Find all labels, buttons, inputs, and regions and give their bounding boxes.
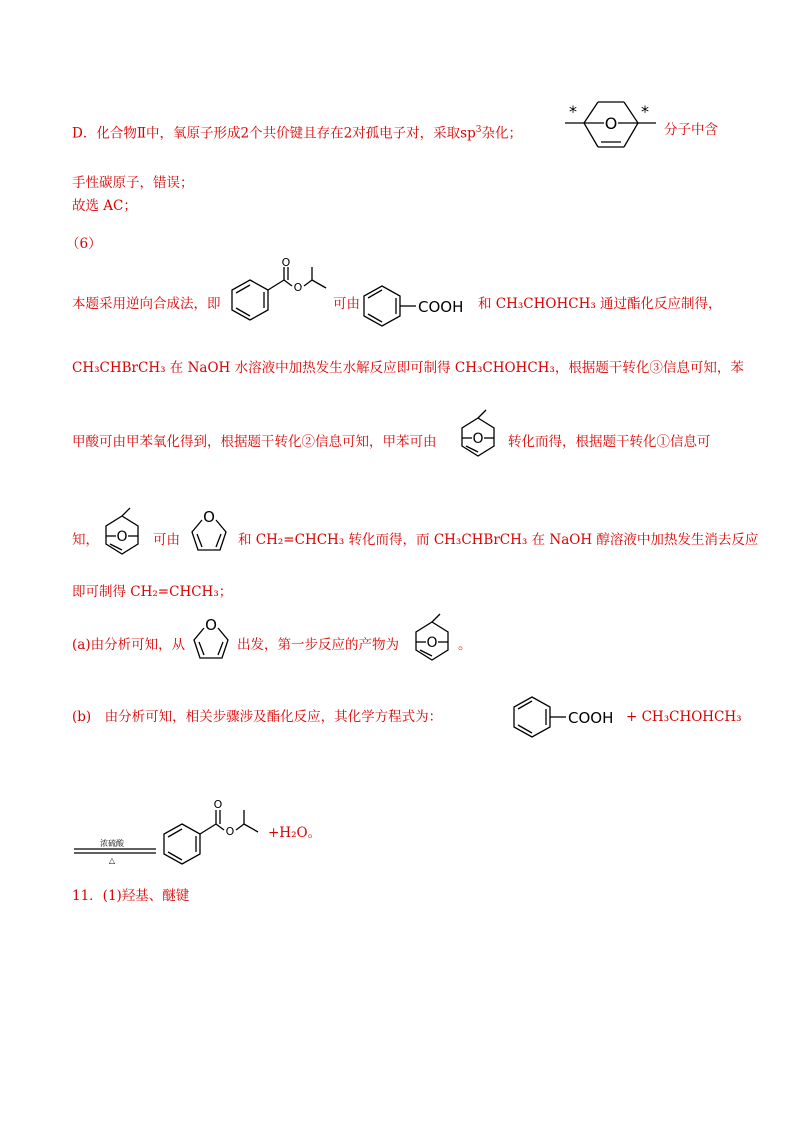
retro-text-1a: 本题采用逆向合成法，即	[72, 296, 221, 312]
option-d-line-2	[72, 173, 194, 193]
cooh-label-2: COOH	[568, 709, 614, 727]
answer-a-text-3: 。	[458, 637, 472, 653]
conclusion-text: 故选 AC；	[72, 198, 137, 214]
retro-line-1a	[72, 294, 221, 314]
isopropyl-benzoate-structure	[228, 256, 338, 324]
product-ester-oxygen: O	[225, 825, 235, 838]
retro-text-4b: 可由	[153, 532, 180, 548]
furan-structure-2	[188, 614, 236, 664]
option-d-line	[72, 120, 522, 144]
condition-catalyst-label: 浓硫酸	[100, 839, 124, 848]
retro-text-4a: 知，	[72, 532, 99, 548]
answer-a-text-2: 出发，第一步反应的产物为	[237, 637, 399, 653]
condition-heat-label: △	[108, 856, 116, 865]
retro-line-5	[72, 582, 232, 602]
retro-line-1c	[478, 294, 722, 314]
answer-a-text-1: (a)由分析可知，从	[72, 637, 186, 653]
retro-line-4b	[153, 530, 180, 550]
retro-text-1c: 和 CH₃CHOHCH₃ 通过酯化反应制得，	[478, 296, 722, 312]
retro-line-2	[72, 358, 744, 378]
oxygen-label: O	[604, 114, 618, 133]
retro-text-5: 即可制得 CH₂=CHCH₃；	[72, 584, 233, 600]
ester-oxygen-label: O	[293, 281, 303, 294]
retro-text-2: CH₃CHBrCH₃ 在 NaOH 水溶液中加热发生水解反应即可制得 CH₃CHOHCH₃，根据题干转化③信息可知，苯	[72, 360, 744, 376]
bicyclic-ether-structure-chiral	[560, 95, 660, 155]
question-11-answer	[72, 886, 189, 906]
chiral-star-left: *	[569, 102, 577, 121]
methyl-oxabicyclic-structure-1	[456, 408, 506, 464]
methyl-oxabicyclic-structure-3	[410, 612, 460, 668]
answer-b-line	[72, 707, 442, 727]
oxygen-label-4: O	[426, 635, 438, 651]
cooh-label: COOH	[418, 298, 464, 316]
question-11-text: 11．(1)羟基、醚键	[72, 888, 190, 904]
answer-b-text-1: (b) 由分析可知，相关步骤涉及酯化反应，其化学方程式为：	[72, 709, 443, 725]
furan-oxygen-label-2: O	[205, 616, 217, 634]
methyl-oxabicyclic-structure-2	[100, 506, 150, 562]
retro-line-4a	[72, 530, 99, 550]
option-d-tail-text: 分子中含	[664, 122, 718, 138]
retro-line-3b	[508, 432, 711, 452]
reaction-arrow-conditions	[72, 836, 158, 864]
answer-a-end	[458, 635, 472, 655]
oxygen-label-2: O	[472, 431, 484, 447]
option-d-text-3: 手性碳原子，错误；	[72, 175, 194, 191]
part-6-label	[66, 234, 102, 254]
benzoic-acid-structure-2	[512, 695, 624, 739]
retro-line-4c	[238, 530, 758, 550]
conclusion-line	[72, 196, 137, 216]
chiral-star-right: *	[641, 102, 649, 121]
option-d-text-2: 杂化；	[481, 125, 522, 142]
equation-tail	[268, 823, 321, 843]
product-carbonyl-oxygen: O	[213, 798, 223, 811]
equation-water-text: +H₂O。	[268, 825, 322, 841]
benzoic-acid-structure	[362, 284, 474, 328]
furan-structure-1	[186, 506, 234, 556]
option-d-tail	[664, 120, 718, 140]
isopropyl-benzoate-product-structure	[160, 796, 270, 866]
retro-text-3b: 转化而得，根据题干转化①信息可	[508, 434, 711, 450]
retro-text-3a: 甲酸可由甲苯氧化得到，根据题干转化②信息可知，甲苯可由	[72, 434, 437, 450]
retro-text-4c: 和 CH₂=CHCH₃ 转化而得，而 CH₃CHBrCH₃ 在 NaOH 醇溶液中加热发生消去反应	[238, 532, 759, 548]
answer-a-line	[72, 635, 185, 655]
option-d-text: D．化合物Ⅱ中，氧原子形成2个共价键且存在2对孤电子对，采取sp	[72, 125, 476, 142]
sp3-superscript: 3	[475, 125, 482, 135]
answer-b-text-2: + CH₃CHOHCH₃	[626, 709, 742, 725]
retro-line-1b	[333, 294, 360, 314]
furan-oxygen-label: O	[203, 508, 215, 526]
retro-text-1b: 可由	[333, 296, 360, 312]
retro-line-3a	[72, 432, 437, 452]
answer-b-line-2	[626, 707, 742, 727]
part-6-text: （6）	[66, 236, 102, 252]
carbonyl-oxygen-label: O	[281, 256, 291, 269]
answer-a-line-2	[237, 635, 399, 655]
oxygen-label-3: O	[116, 529, 128, 545]
